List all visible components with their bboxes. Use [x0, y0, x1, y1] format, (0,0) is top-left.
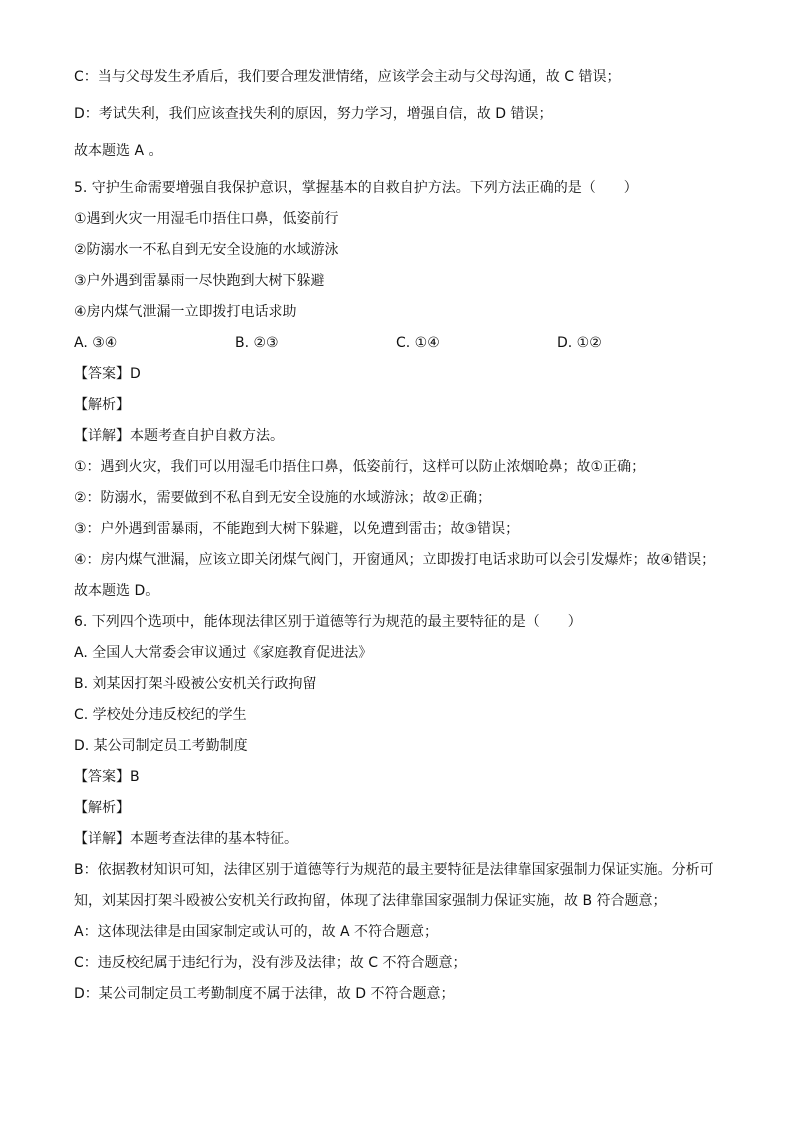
question-5-explanation-1: ①：遇到火灾，我们可以用湿毛巾捂住口鼻，低姿前行，这样可以防止浓烟呛鼻；故①正确；: [74, 459, 646, 475]
question-5-stem: 5. 守护生命需要增强自我保护意识，掌握基本的自救自护方法。下列方法正确的是（ ）: [74, 180, 638, 196]
question-6-explanation-b-1: B：依据教材知识可知，法律区别于道德等行为规范的最主要特征是法律靠国家强制力保证实施。分析可: [74, 862, 714, 878]
question-5-conclusion: 故本题选 D。: [74, 583, 160, 599]
question-6-option-d: D. 某公司制定员工考勤制度: [74, 738, 248, 754]
option-c: C. ①④: [396, 335, 440, 351]
question-5-answer: 【答案】D: [74, 366, 141, 382]
option-b: B. ②③: [235, 335, 279, 351]
question-6-option-a: A. 全国人大常委会审议通过《家庭教育促进法》: [74, 645, 373, 661]
question-6-explanation-d: D：某公司制定员工考勤制度不属于法律，故 D 不符合题意；: [74, 986, 455, 1002]
question-5-explanation-4: ④：房内煤气泄漏，应该立即关闭煤气阀门，开窗通风；立即拨打电话求助可以会引发爆炸；故④错误；: [74, 552, 716, 568]
question-5-explanation-2: ②：防溺水，需要做到不私自到无安全设施的水域游泳；故②正确；: [74, 490, 492, 506]
question-5-item-2: ②防溺水一不私自到无安全设施的水域游泳: [74, 242, 339, 258]
option-a: A. ③④: [74, 335, 118, 351]
option-d: D. ①②: [557, 335, 602, 351]
question-6-explanation-b-2: 知，刘某因打架斗殴被公安机关行政拘留，体现了法律靠国家强制力保证实施，故 B 符合题意；: [74, 893, 667, 909]
question-5-explanation-3: ③：户外遇到雷暴雨，不能跑到大树下躲避，以免遭到雷击；故③错误；: [74, 521, 520, 537]
explanation-line-d: D：考试失利，我们应该查找失利的原因，努力学习，增强自信，故 D 错误；: [74, 106, 553, 122]
question-6-analysis-heading: 【解析】: [74, 800, 130, 816]
question-6-explanation-c: C：违反校纪属于违纪行为，没有涉及法律；故 C 不符合题意；: [74, 955, 467, 971]
question-5-analysis-heading: 【解析】: [74, 397, 130, 413]
question-5-options: [74, 328, 754, 359]
question-6-explanation-a: A：这体现法律是由国家制定或认可的，故 A 不符合题意；: [74, 924, 439, 940]
question-6-stem: 6. 下列四个选项中，能体现法律区别于道德等行为规范的最主要特征的是（ ）: [74, 614, 582, 630]
question-5-item-4: ④房内煤气泄漏一立即拨打电话求助: [74, 304, 297, 320]
explanation-line-c: C：当与父母发生矛盾后，我们要合理发泄情绪，应该学会主动与父母沟通，故 C 错误；: [74, 69, 621, 85]
question-6-answer: 【答案】B: [74, 769, 140, 785]
question-5-item-1: ①遇到火灾一用湿毛巾捂住口鼻，低姿前行: [74, 211, 339, 227]
question-6-detail: 【详解】本题考查法律的基本特征。: [74, 831, 298, 847]
question-6-option-c: C. 学校处分违反校纪的学生: [74, 707, 247, 723]
conclusion-line: 故本题选 A 。: [74, 143, 163, 159]
question-6-option-b: B. 刘某因打架斗殴被公安机关行政拘留: [74, 676, 317, 692]
question-5-item-3: ③户外遇到雷暴雨一尽快跑到大树下躲避: [74, 273, 325, 289]
question-5-detail: 【详解】本题考查自护自救方法。: [74, 428, 284, 444]
